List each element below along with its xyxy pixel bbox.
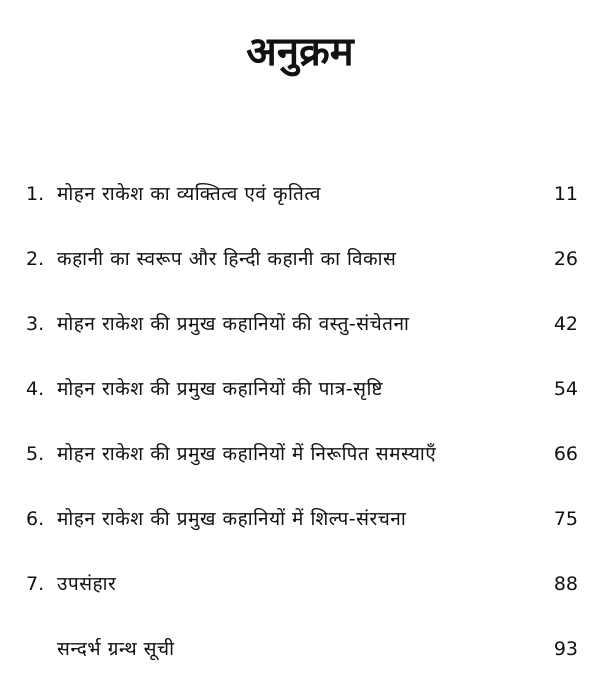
toc-entry-number: 4.	[26, 378, 45, 400]
toc-entry-number: 3.	[26, 313, 45, 335]
toc-entry	[0, 227, 600, 292]
toc-list	[0, 162, 600, 682]
toc-entry-number: 7.	[26, 573, 45, 595]
toc-entry	[0, 422, 600, 487]
toc-entry-title: मोहन राकेश की प्रमुख कहानियों की वस्तु-संचेतना	[57, 313, 410, 335]
toc-entry-page: 75	[553, 508, 578, 530]
toc-entry	[0, 617, 600, 682]
toc-entry	[0, 552, 600, 617]
toc-entry-page: 54	[553, 378, 578, 400]
toc-entry-page: 42	[553, 313, 578, 335]
toc-entry-number: 5.	[26, 443, 45, 465]
toc-entry-title: मोहन राकेश का व्यक्तित्व एवं कृतित्व	[57, 183, 321, 205]
toc-entry-title: सन्दर्भ ग्रन्थ सूची	[57, 638, 175, 660]
toc-entry-title: मोहन राकेश की प्रमुख कहानियों की पात्र-सृष्टि	[57, 378, 384, 400]
toc-entry-title: उपसंहार	[57, 573, 117, 595]
toc-entry	[0, 357, 600, 422]
toc-entry	[0, 162, 600, 227]
toc-entry-title: मोहन राकेश की प्रमुख कहानियों में शिल्प-संरचना	[57, 508, 407, 530]
toc-entry-page: 88	[553, 573, 578, 595]
page-title: अनुक्रम	[246, 29, 354, 75]
toc-entry-page: 93	[553, 638, 578, 660]
toc-entry	[0, 292, 600, 357]
toc-entry-number: 6.	[26, 508, 45, 530]
toc-entry-page: 66	[553, 443, 578, 465]
toc-entry-page: 11	[553, 183, 578, 205]
toc-entry-number: 1.	[26, 183, 45, 205]
toc-entry-title: मोहन राकेश की प्रमुख कहानियों में निरूपित समस्याएँ	[57, 443, 437, 465]
toc-entry-page: 26	[553, 248, 578, 270]
toc-entry-title: कहानी का स्वरूप और हिन्दी कहानी का विकास	[57, 248, 397, 270]
toc-entry-number: 2.	[26, 248, 45, 270]
toc-entry	[0, 487, 600, 552]
